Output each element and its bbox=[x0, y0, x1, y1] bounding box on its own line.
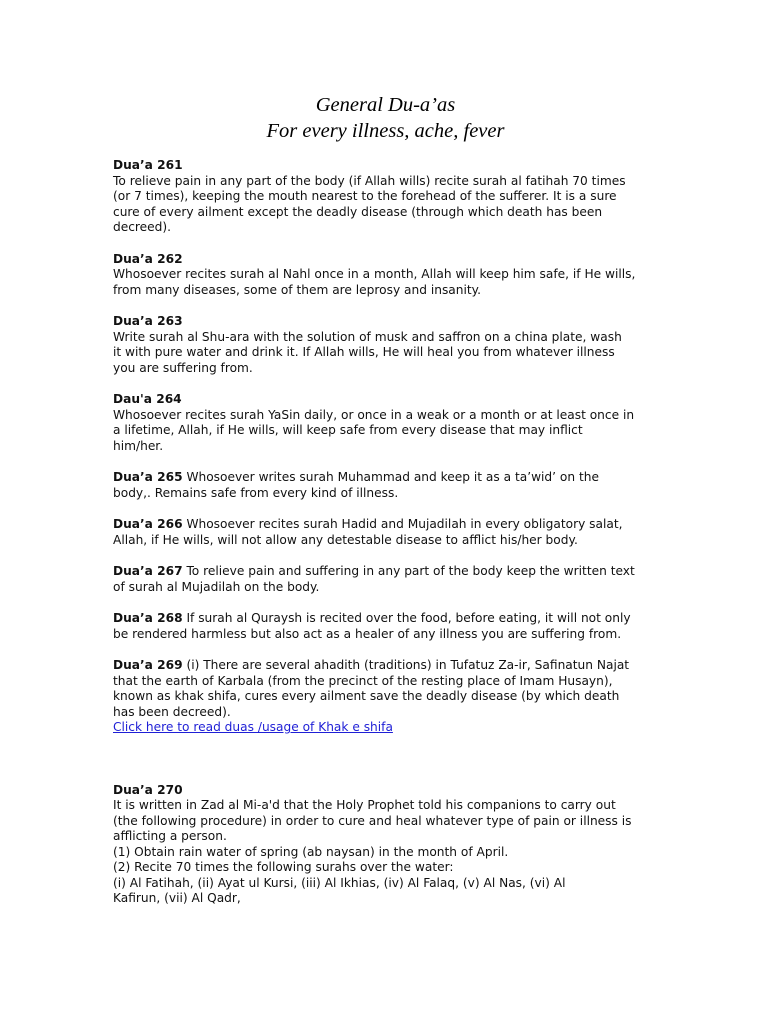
dua-261-line: To relieve pain in any part of the body (if Allah wills) recite surah al fatihah 70 times bbox=[113, 173, 626, 188]
dua-261-line: cure of every ailment except the deadly disease (through which death has been bbox=[113, 204, 603, 219]
dua-267-paragraph bbox=[113, 564, 658, 595]
dua-263-line: Write surah al Shu-ara with the solution of musk and saffron on a china plate, wash bbox=[113, 329, 622, 344]
title-line-1: General Du-a’as bbox=[315, 94, 456, 116]
dua-265-line: body,. Remains safe from every kind of illness. bbox=[113, 485, 399, 500]
dua-265-paragraph bbox=[113, 470, 658, 501]
dua-267-heading: Dua’a 267 bbox=[113, 564, 183, 578]
dua-265-first-text: Whosoever writes surah Muhammad and keep it as a ta’wid’ on the bbox=[186, 470, 599, 484]
section-spacer bbox=[113, 752, 658, 783]
dua-267-first-line bbox=[113, 564, 658, 580]
dua-270-line: (the following procedure) in order to cure and heal whatever type of pain or illness is bbox=[113, 813, 632, 828]
dua-269-line: has been decreed). bbox=[113, 704, 231, 719]
title-line-2: For every illness, ache, fever bbox=[266, 120, 505, 142]
dua-270-line: (i) Al Fatihah, (ii) Ayat ul Kursi, (iii) Al Ikhias, (iv) Al Falaq, (v) Al Nas, (vi) Al bbox=[113, 875, 566, 890]
dua-262-paragraph bbox=[113, 252, 658, 299]
dua-268-line: be rendered harmless but also act as a healer of any illness you are suffering from. bbox=[113, 626, 622, 641]
dua-270-line: Kafirun, (vii) Al Qadr, bbox=[113, 891, 241, 905]
dua-269-line: known as khak shifa, cures every ailment save the deadly disease (by which death bbox=[113, 689, 620, 703]
dua-268-paragraph bbox=[113, 611, 658, 642]
document-page bbox=[113, 92, 658, 923]
dua-269-first-line bbox=[113, 658, 658, 674]
dua-261-line: decreed). bbox=[113, 220, 172, 234]
dua-261-paragraph bbox=[113, 158, 658, 236]
dua-266-paragraph bbox=[113, 517, 658, 548]
dua-262-heading: Dua’a 262 bbox=[113, 251, 183, 266]
dua-270-paragraph bbox=[113, 783, 658, 907]
dua-263-heading: Dua’a 263 bbox=[113, 314, 183, 328]
dua-261-line: (or 7 times), keeping the mouth nearest to the forehead of the sufferer. It is a sure bbox=[113, 189, 617, 203]
khak-e-shifa-link[interactable]: Click here to read duas /usage of Khak e shifa bbox=[113, 720, 393, 734]
dua-263-line: it with pure water and drink it. If Allah wills, He will heal you from whatever illness bbox=[113, 345, 615, 359]
dua-268-first-line bbox=[113, 611, 658, 627]
dua-266-first-line bbox=[113, 517, 658, 533]
dua-262-line: Whosoever recites surah al Nahl once in a month, Allah will keep him safe, if He wills, bbox=[113, 267, 636, 281]
dua-265-first-line bbox=[113, 470, 658, 486]
dua-263-line: you are suffering from. bbox=[113, 360, 253, 375]
document-title bbox=[113, 92, 658, 144]
dua-268-first-text: If surah al Quraysh is recited over the food, before eating, it will not only bbox=[186, 611, 631, 625]
dua-264-line: Whosoever recites surah YaSin daily, or once in a weak or a month or at least once in bbox=[113, 407, 635, 422]
dua-269-heading: Dua’a 269 bbox=[113, 658, 183, 672]
dua-265-heading: Dua’a 265 bbox=[113, 470, 183, 484]
dua-264-line: a lifetime, Allah, if He wills, will keep safe from every disease that may inflict bbox=[113, 423, 583, 437]
dua-270-line: (2) Recite 70 times the following surahs over the water: bbox=[113, 860, 454, 874]
dua-264-heading: Dau'a 264 bbox=[113, 392, 182, 406]
dua-270-line: It is written in Zad al Mi-a'd that the Holy Prophet told his companions to carry out bbox=[113, 798, 616, 812]
dua-268-heading: Dua’a 268 bbox=[113, 611, 183, 625]
dua-270-line: afflicting a person. bbox=[113, 829, 227, 843]
dua-261-heading: Dua’a 261 bbox=[113, 158, 183, 172]
dua-270-heading: Dua’a 270 bbox=[113, 782, 183, 797]
dua-267-line: of surah al Mujadilah on the body. bbox=[113, 579, 320, 594]
dua-266-heading: Dua’a 266 bbox=[113, 517, 183, 531]
dua-264-paragraph bbox=[113, 392, 658, 454]
dua-263-paragraph bbox=[113, 314, 658, 376]
dua-266-first-text: Whosoever recites surah Hadid and Mujadilah in every obligatory salat, bbox=[186, 517, 623, 531]
dua-264-line: him/her. bbox=[113, 438, 164, 453]
dua-269-first-text: (i) There are several ahadith (traditions) in Tufatuz Za-ir, Safinatun Najat bbox=[186, 658, 630, 672]
dua-266-line: Allah, if He wills, will not allow any detestable disease to afflict his/her body. bbox=[113, 532, 578, 547]
dua-270-line: (1) Obtain rain water of spring (ab naysan) in the month of April. bbox=[113, 844, 509, 859]
dua-262-line: from many diseases, some of them are leprosy and insanity. bbox=[113, 282, 481, 297]
dua-267-first-text: To relieve pain and suffering in any part of the body keep the written text bbox=[186, 564, 635, 578]
dua-269-paragraph bbox=[113, 658, 658, 736]
dua-269-line: that the earth of Karbala (from the precinct of the resting place of Imam Husayn), bbox=[113, 673, 613, 688]
